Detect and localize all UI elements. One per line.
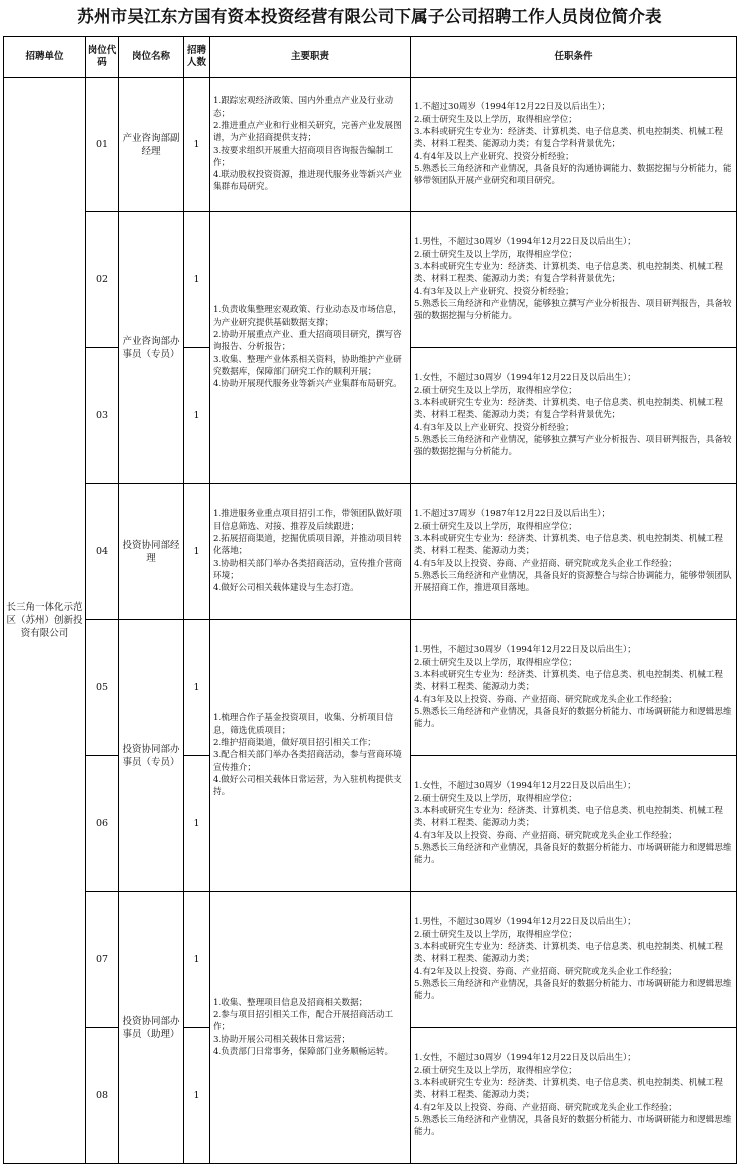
requirements-cell [411, 348, 737, 484]
requirement-line: 3.本科或研究生专业为：经济类、计算机类、电子信息类、机电控制类、机械工程类、材料工程类、能源动力类；有复合学科背景优先； [414, 127, 723, 150]
position-count: 1 [184, 78, 210, 212]
table-row [4, 212, 737, 348]
header-code: 岗位代码 [86, 37, 119, 78]
requirement-line: 5.熟悉长三角经济和产业情况，具备良好的数据分析能力、市场调研能力和逻辑思维能力。 [414, 978, 732, 1002]
duty-line: 3.协助开展公司相关载体日常运营； [213, 1034, 351, 1045]
table-header-row [4, 37, 737, 78]
duties-cell [210, 78, 411, 212]
duty-line: 1.收集、整理项目信息及招商相关数据； [213, 997, 368, 1008]
requirement-line: 1.男性，不超过30周岁（1994年12月22日及以后出生）； [414, 237, 636, 248]
requirements-cell [411, 78, 737, 212]
requirement-line: 2.硕士研究生及以上学历，取得相应学位； [414, 657, 577, 668]
requirement-line: 1.男性，不超过30周岁（1994年12月22日及以后出生）； [414, 645, 636, 656]
header-count: 招聘人数 [184, 37, 210, 78]
requirement-line: 1.女性，不超过30周岁（1994年12月22日及以后出生）； [414, 1053, 636, 1064]
requirement-line: 1.不超过30周岁（1994年12月22日及以后出生）； [414, 102, 611, 113]
position-name: 产业咨询部办事员（专员） [119, 212, 184, 484]
requirement-line: 5.熟悉长三角经济和产业情况，具备良好的沟通协调能力、数据挖掘与分析能力，能够带领团队开展产业研究和项目研究。 [414, 163, 732, 187]
requirement-line: 1.女性，不超过30周岁（1994年12月22日及以后出生）； [414, 373, 636, 384]
requirement-line: 3.本科或研究生专业为：经济类、计算机类、电子信息类、机电控制类、机械工程类、材料工程类、能源动力类；有复合学科背景优先； [414, 398, 723, 421]
duties-cell [210, 892, 411, 1164]
position-name: 产业咨询部副经理 [119, 78, 184, 212]
requirement-line: 2.硕士研究生及以上学历，取得相应学位； [414, 793, 577, 804]
header-unit: 招聘单位 [4, 37, 86, 78]
duties-cell [210, 484, 411, 620]
unit-cell: 长三角一体化示范区（苏州）创新投资有限公司 [4, 78, 86, 1164]
requirement-line: 4.有3年及以上产业研究、投资分析经验； [414, 422, 574, 433]
requirement-line: 3.本科或研究生专业为：经济类、计算机类、电子信息类、机电控制类、机械工程类、材料工程类、能源动力类； [414, 1078, 723, 1101]
duty-line: 4.协助开展现代服务业等新兴产业集群布局研究。 [213, 379, 402, 390]
position-code: 04 [86, 484, 119, 620]
requirement-line: 3.本科或研究生专业为：经济类、计算机类、电子信息类、机电控制类、机械工程类、材料工程类、能源动力类；有复合学科背景优先； [414, 262, 723, 285]
position-count: 1 [184, 484, 210, 620]
requirement-line: 4.有3年及以上产业研究、投资分析经验； [414, 286, 574, 297]
requirement-line: 4.有2年及以上投资、券商、产业招商、研究院或龙头企业工作经验； [414, 1102, 677, 1113]
table-row [4, 620, 737, 756]
requirement-line: 1.不超过37周岁（1987年12月22日及以后出生）； [414, 509, 611, 520]
position-code: 05 [86, 620, 119, 756]
requirement-line: 2.硕士研究生及以上学历，取得相应学位； [414, 929, 577, 940]
requirement-line: 2.硕士研究生及以上学历，取得相应学位； [414, 1065, 577, 1076]
requirement-line: 4.有3年及以上投资、券商、产业招商、研究院或龙头企业工作经验； [414, 694, 677, 705]
requirement-line: 2.硕士研究生及以上学历，取得相应学位； [414, 114, 577, 125]
duties-cell [210, 212, 411, 484]
position-count: 1 [184, 348, 210, 484]
position-code: 03 [86, 348, 119, 484]
requirement-line: 3.本科或研究生专业为：经济类、计算机类、电子信息类、机电控制类、机械工程类、材料工程类、能源动力类； [414, 670, 723, 693]
position-code: 01 [86, 78, 119, 212]
position-count: 1 [184, 1028, 210, 1164]
requirements-cell [411, 212, 737, 348]
requirement-line: 5.熟悉长三角经济和产业情况，具备良好的数据分析能力、市场调研能力和逻辑思维能力。 [414, 842, 732, 866]
duty-line: 2.维护招商渠道，做好项目招引相关工作； [213, 738, 376, 749]
table-row [4, 892, 737, 1028]
duty-line: 4.负责部门日常事务，保障部门业务顺畅运转。 [213, 1046, 394, 1057]
position-count: 1 [184, 620, 210, 756]
duty-line: 4.联动股权投资资源，推进现代服务业等新兴产业集群布局研究。 [213, 170, 402, 193]
duty-line: 1.跟踪宏观经济政策、国内外重点产业及行业动态； [213, 96, 394, 119]
requirement-line: 2.硕士研究生及以上学历，取得相应学位； [414, 249, 577, 260]
position-code: 07 [86, 892, 119, 1028]
duty-line: 2.推进重点产业和行业相关研究，完善产业发展图谱，为产业招商提供支持； [213, 120, 402, 144]
requirement-line: 3.本科或研究生专业为：经济类、计算机类、电子信息类、机电控制类、机械工程类、材料工程类、能源动力类； [414, 942, 723, 965]
requirements-cell [411, 892, 737, 1028]
position-code: 02 [86, 212, 119, 348]
requirements-cell [411, 1028, 737, 1164]
duty-line: 3.收集、整理产业体系相关资料，协助维护产业研究数据库，保障部门研究工作的顺利开展； [213, 354, 402, 377]
duty-line: 3.配合相关部门举办各类招商活动，参与营商环境宣传推介； [213, 750, 402, 773]
position-count: 1 [184, 212, 210, 348]
table-row [4, 78, 737, 212]
requirement-line: 5.熟悉长三角经济和产业情况，具备良好的资源整合与综合协调能力，能够带领团队开展招商工作，推进项目落地。 [414, 570, 732, 594]
requirement-line: 5.熟悉长三角经济和产业情况，具备良好的数据分析能力、市场调研能力和逻辑思维能力。 [414, 1114, 732, 1138]
table-row [4, 484, 737, 620]
position-count: 1 [184, 756, 210, 892]
requirement-line: 1.女性，不超过30周岁（1994年12月22日及以后出生）； [414, 781, 636, 792]
requirement-line: 4.有3年及以上投资、券商、产业招商、研究院或龙头企业工作经验； [414, 830, 677, 841]
position-count: 1 [184, 892, 210, 1028]
requirement-line: 3.本科或研究生专业为：经济类、计算机类、电子信息类、机电控制类、机械工程类、材料工程类、能源动力类； [414, 806, 723, 829]
requirement-line: 5.熟悉长三角经济和产业情况，能够独立撰写产业分析报告、项目研判报告，具备较强的数据挖掘与分析能力。 [414, 434, 732, 458]
position-name: 投资协同部办事员（助理） [119, 892, 184, 1164]
header-requirements: 任职条件 [411, 37, 737, 78]
duty-line: 4.做好公司相关载体建设与生态打造。 [213, 583, 359, 594]
position-name: 投资协同部经理 [119, 484, 184, 620]
requirement-line: 4.有5年及以上投资、券商、产业招商、研究院或龙头企业工作经验； [414, 558, 677, 569]
duty-line: 2.参与项目招引相关工作，配合开展招商活动工作； [213, 1010, 394, 1033]
requirement-line: 2.硕士研究生及以上学历，取得相应学位； [414, 521, 577, 532]
header-name: 岗位名称 [119, 37, 184, 78]
requirements-cell [411, 756, 737, 892]
requirement-line: 3.本科或研究生专业为：经济类、计算机类、电子信息类、机电控制类、机械工程类、材料工程类、能源动力类； [414, 534, 723, 557]
requirements-cell [411, 620, 737, 756]
duty-line: 1.梳理合作子基金投资项目，收集、分析项目信息，筛选优质项目； [213, 713, 394, 736]
duties-cell [210, 620, 411, 892]
requirement-line: 2.硕士研究生及以上学历，取得相应学位； [414, 385, 577, 396]
duty-line: 3.协助相关部门举办各类招商活动，宣传推介营商环境； [213, 558, 402, 581]
position-name: 投资协同部办事员（专员） [119, 620, 184, 892]
duty-line: 4.做好公司相关载体日常运营，为入驻机构提供支持。 [213, 774, 402, 798]
duty-line: 2.协助开展重点产业、重大招商项目研究，撰写咨询报告、分析报告； [213, 330, 402, 353]
requirement-line: 1.男性，不超过30周岁（1994年12月22日及以后出生）； [414, 917, 636, 928]
requirement-line: 5.熟悉长三角经济和产业情况，具备良好的数据分析能力、市场调研能力和逻辑思维能力。 [414, 706, 732, 730]
position-code: 08 [86, 1028, 119, 1164]
position-code: 06 [86, 756, 119, 892]
requirements-cell [411, 484, 737, 620]
requirement-line: 4.有2年及以上投资、券商、产业招商、研究院或龙头企业工作经验； [414, 966, 677, 977]
duty-line: 3.按要求组织开展重大招商项目咨询报告编制工作； [213, 145, 394, 168]
requirement-line: 4.有4年及以上产业研究、投资分析经验； [414, 151, 574, 162]
requirement-line: 5.熟悉长三角经济和产业情况，能够独立撰写产业分析报告、项目研判报告，具备较强的数据挖掘与分析能力。 [414, 298, 732, 322]
header-duties: 主要职责 [210, 37, 411, 78]
duty-line: 2.拓展招商渠道，挖掘优质项目源，并推动项目转化落地； [213, 534, 402, 557]
position-table [3, 36, 737, 1164]
duty-line: 1.负责收集整理宏观政策、行业动态及市场信息，为产业研究提供基础数据支撑； [213, 305, 402, 328]
page-title: 苏州市吴江东方国有资本投资经营有限公司下属子公司招聘工作人员岗位简介表 [77, 7, 662, 26]
duty-line: 1.推进服务业重点项目招引工作，带领团队做好项目信息筛选、对接、推荐及后续跟进； [213, 509, 402, 532]
